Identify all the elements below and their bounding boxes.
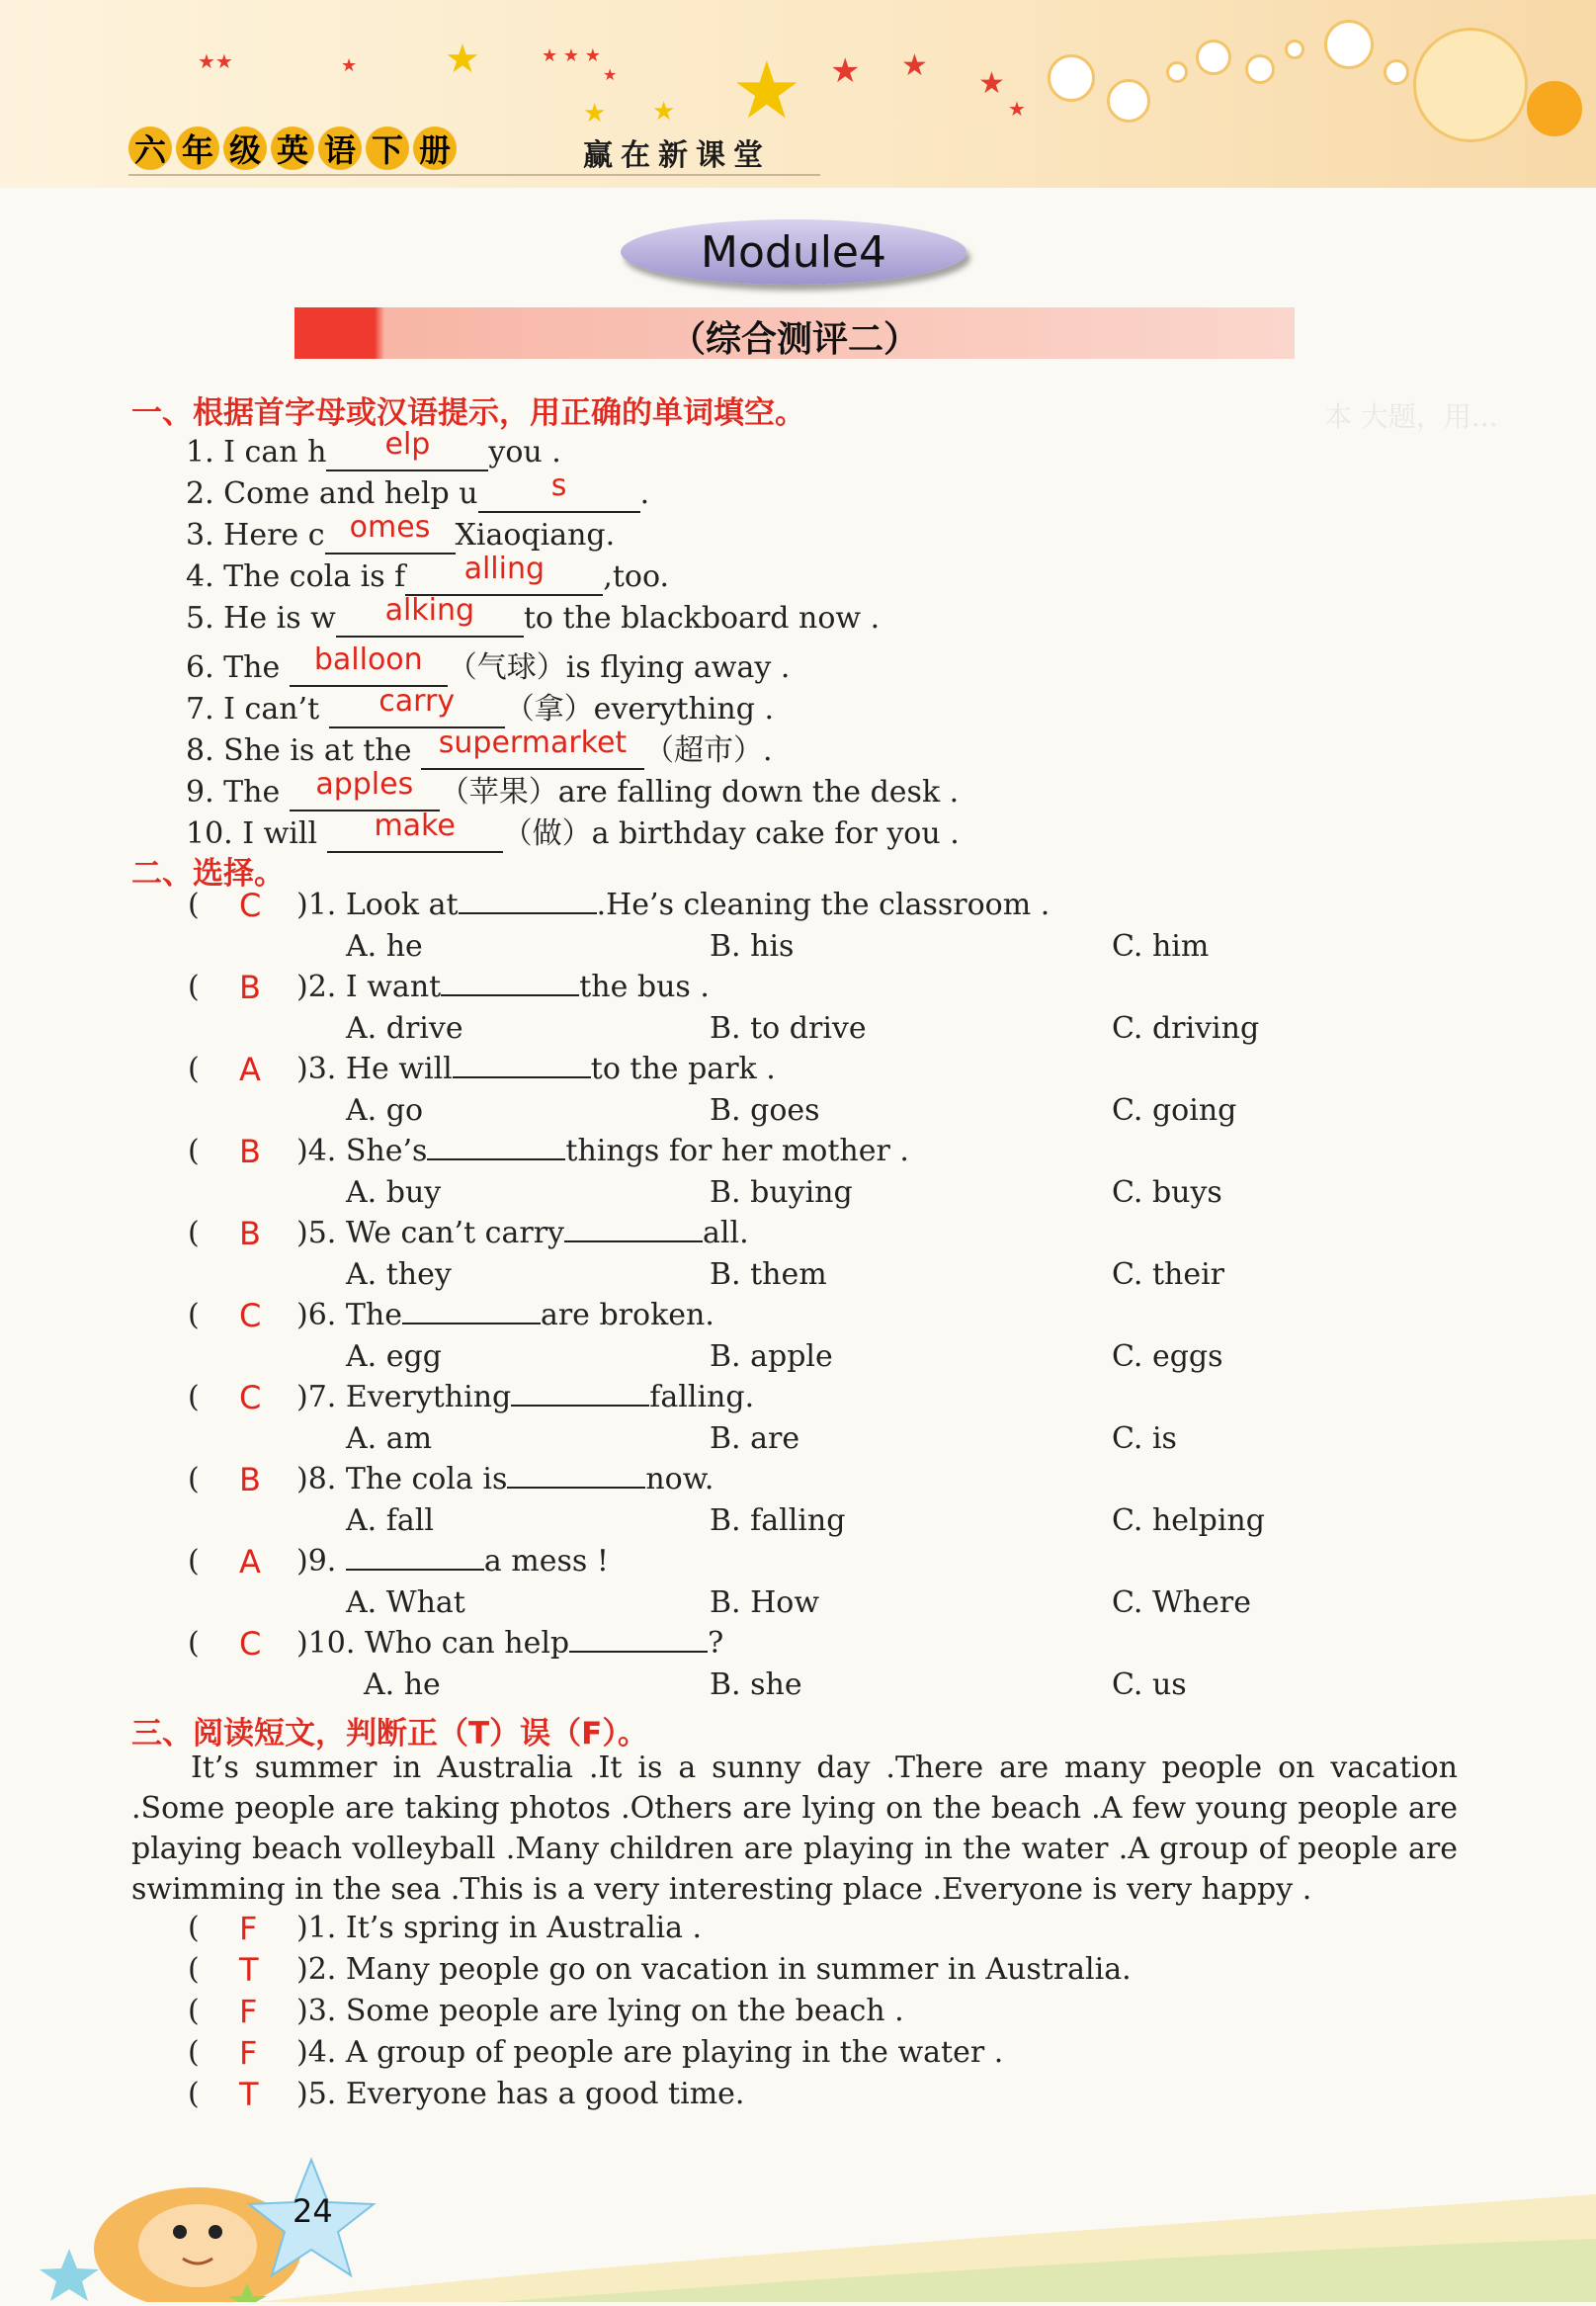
section3-heading: 三、阅读短文，判断正（T）误（F）。 bbox=[131, 1716, 648, 1751]
judge-statement: )5. Everyone has a good time. bbox=[296, 2077, 745, 2111]
choice-question: )8. The cola is now. bbox=[296, 1462, 714, 1496]
option-a: A. am bbox=[346, 1421, 433, 1456]
decor-circle bbox=[1048, 54, 1095, 102]
fill-item: 8. She is at the supermarket （超市）. bbox=[186, 726, 773, 768]
answer: alking bbox=[384, 593, 475, 628]
fill-item: 2. Come and help u s . bbox=[186, 469, 650, 511]
section2-heading: 二、选择。 bbox=[131, 856, 285, 892]
answer: s bbox=[550, 469, 567, 503]
answer: alling bbox=[463, 552, 546, 586]
option-c: C. helping bbox=[1112, 1503, 1265, 1538]
choice-question: )4. She’s things for her mother . bbox=[296, 1134, 909, 1168]
star-icon: ★ bbox=[652, 97, 676, 127]
option-a: A. What bbox=[346, 1585, 465, 1620]
option-b: B. his bbox=[710, 929, 795, 964]
option-b: B. them bbox=[710, 1257, 827, 1292]
star-icon: ★ bbox=[731, 44, 802, 136]
decor-circle bbox=[1107, 79, 1150, 123]
module-title: Module4 bbox=[621, 219, 966, 285]
show-through: 本 大题，用... bbox=[1324, 400, 1498, 433]
choice-question: )6. The are broken. bbox=[296, 1298, 714, 1332]
answer: carry bbox=[378, 684, 456, 719]
choice-question: )5. We can’t carry all. bbox=[296, 1216, 749, 1250]
choice-answer: A bbox=[239, 1051, 261, 1088]
star-icon: ★ ★ ★ bbox=[542, 45, 601, 66]
option-b: B. are bbox=[710, 1421, 800, 1456]
star-icon: ★★ bbox=[198, 49, 233, 73]
option-a: A. buy bbox=[346, 1175, 442, 1210]
book-title-char: 册 bbox=[413, 127, 457, 170]
book-title-char: 级 bbox=[223, 127, 267, 170]
fill-item: 6. The balloon （气球）is flying away . bbox=[186, 642, 791, 685]
decor-circle bbox=[1527, 81, 1582, 136]
option-a: A. drive bbox=[346, 1011, 463, 1046]
judge-statement: )4. A group of people are playing in the water . bbox=[296, 2035, 1004, 2070]
option-b: B. goes bbox=[710, 1093, 820, 1128]
star-icon: ★ bbox=[978, 66, 1005, 101]
page-footer bbox=[0, 2155, 1596, 2302]
book-title-char: 语 bbox=[318, 127, 362, 170]
option-c: C. buys bbox=[1112, 1175, 1222, 1210]
option-b: B. apple bbox=[710, 1339, 833, 1374]
subtitle: （综合测评二） bbox=[669, 319, 919, 360]
option-a: A. go bbox=[346, 1093, 424, 1128]
option-a: A. he bbox=[364, 1667, 441, 1702]
fill-item: 3. Here c omes Xiaoqiang. bbox=[186, 510, 616, 553]
choice-answer: B bbox=[239, 1461, 261, 1498]
option-c: C. eggs bbox=[1112, 1339, 1223, 1374]
choice-answer: B bbox=[239, 1215, 261, 1252]
fill-item: 4. The cola is f alling ,too. bbox=[186, 552, 670, 594]
decor-circle bbox=[1324, 20, 1374, 69]
star-icon: ★ bbox=[583, 99, 607, 128]
option-c: C. us bbox=[1112, 1667, 1187, 1702]
choice-question: )10. Who can help ? bbox=[296, 1626, 724, 1661]
subtitle-bar bbox=[294, 307, 1295, 359]
option-b: B. she bbox=[710, 1667, 802, 1702]
option-a: A. they bbox=[346, 1257, 452, 1292]
option-a: A. egg bbox=[346, 1339, 442, 1374]
decor-circle bbox=[1413, 28, 1528, 142]
option-b: B. buying bbox=[710, 1175, 853, 1210]
judge-answer: F bbox=[239, 1993, 258, 2030]
judge-answer: F bbox=[239, 2034, 258, 2072]
answer: omes bbox=[349, 510, 431, 545]
fill-item: 7. I can’t carry （拿）everything . bbox=[186, 684, 775, 726]
decor-circle bbox=[1166, 61, 1188, 83]
judge-statement: )1. It’s spring in Australia . bbox=[296, 1911, 703, 1945]
star-icon: ★ bbox=[1008, 97, 1026, 121]
decor-circle bbox=[1384, 59, 1409, 85]
choice-answer: B bbox=[239, 969, 261, 1006]
answer: supermarket bbox=[438, 726, 628, 760]
star-icon: ★ bbox=[445, 37, 480, 82]
reading-passage: It’s summer in Australia .It is a sunny day .There are many people on vacation .Some people are taking photos .Others are lying on the beach .A few young people are playing beach volleyball .Many children are playing in the water .A group of people are swimming in the sea .This is a very interesting place .Everyone is very happy . bbox=[131, 1751, 1458, 1907]
option-c: C. going bbox=[1112, 1093, 1237, 1128]
book-title bbox=[128, 127, 457, 170]
star-icon: ★ bbox=[341, 55, 358, 76]
judge-answer: F bbox=[239, 1910, 258, 1947]
choice-answer: B bbox=[239, 1133, 261, 1170]
answer: apples bbox=[315, 767, 414, 802]
section1-heading: 一、根据首字母或汉语提示，用正确的单词填空。 bbox=[131, 395, 805, 431]
option-c: C. driving bbox=[1112, 1011, 1260, 1046]
choice-answer: C bbox=[239, 1379, 262, 1416]
answer: make bbox=[374, 809, 456, 843]
choice-answer: A bbox=[239, 1543, 261, 1580]
choice-question: )7. Everything falling. bbox=[296, 1380, 755, 1414]
option-a: A. fall bbox=[346, 1503, 434, 1538]
judge-statement: )3. Some people are lying on the beach . bbox=[296, 1994, 904, 2028]
option-c: C. him bbox=[1112, 929, 1210, 964]
decor-circle bbox=[1245, 54, 1275, 84]
star-icon: ★ bbox=[603, 65, 618, 84]
star-icon: ★ bbox=[901, 48, 928, 83]
star-icon: ★ bbox=[830, 51, 861, 91]
fill-item: 5. He is w alking to the blackboard now . bbox=[186, 593, 881, 636]
choice-question: )2. I want the bus . bbox=[296, 970, 710, 1004]
decor-circle bbox=[1285, 40, 1304, 59]
fill-item: 10. I will make （做）a birthday cake for you . bbox=[186, 809, 960, 851]
choice-answer: C bbox=[239, 887, 262, 924]
book-title-char: 下 bbox=[366, 127, 409, 170]
judge-answer: T bbox=[239, 1951, 259, 1989]
book-title-char: 英 bbox=[271, 127, 314, 170]
choice-question: )9. a mess ! bbox=[296, 1544, 609, 1579]
slogan: 赢在新课堂 bbox=[583, 138, 771, 173]
choice-question: )1. Look at .He’s cleaning the classroom . bbox=[296, 888, 1050, 922]
footer-decoration bbox=[0, 2155, 1596, 2302]
fill-item: 1. I can h elp you . bbox=[186, 427, 561, 470]
fill-item: 9. The apples （苹果）are falling down the desk . bbox=[186, 767, 960, 810]
page-number: 24 bbox=[293, 2192, 333, 2230]
book-title-char: 六 bbox=[128, 127, 172, 170]
judge-statement: )2. Many people go on vacation in summer in Australia. bbox=[296, 1952, 1132, 1987]
option-b: B. to drive bbox=[710, 1011, 867, 1046]
option-b: B. falling bbox=[710, 1503, 846, 1538]
option-b: B. How bbox=[710, 1585, 820, 1620]
choice-answer: C bbox=[239, 1297, 262, 1334]
decor-circle bbox=[1196, 40, 1231, 75]
choice-answer: C bbox=[239, 1625, 262, 1663]
option-c: C. their bbox=[1112, 1257, 1225, 1292]
header-divider bbox=[128, 174, 820, 176]
judge-answer: T bbox=[239, 2076, 259, 2113]
option-a: A. he bbox=[346, 929, 423, 964]
option-c: C. Where bbox=[1112, 1585, 1251, 1620]
answer: balloon bbox=[313, 642, 423, 677]
book-title-char: 年 bbox=[176, 127, 219, 170]
answer: elp bbox=[384, 427, 431, 462]
option-c: C. is bbox=[1112, 1421, 1177, 1456]
choice-question: )3. He will to the park . bbox=[296, 1052, 776, 1086]
